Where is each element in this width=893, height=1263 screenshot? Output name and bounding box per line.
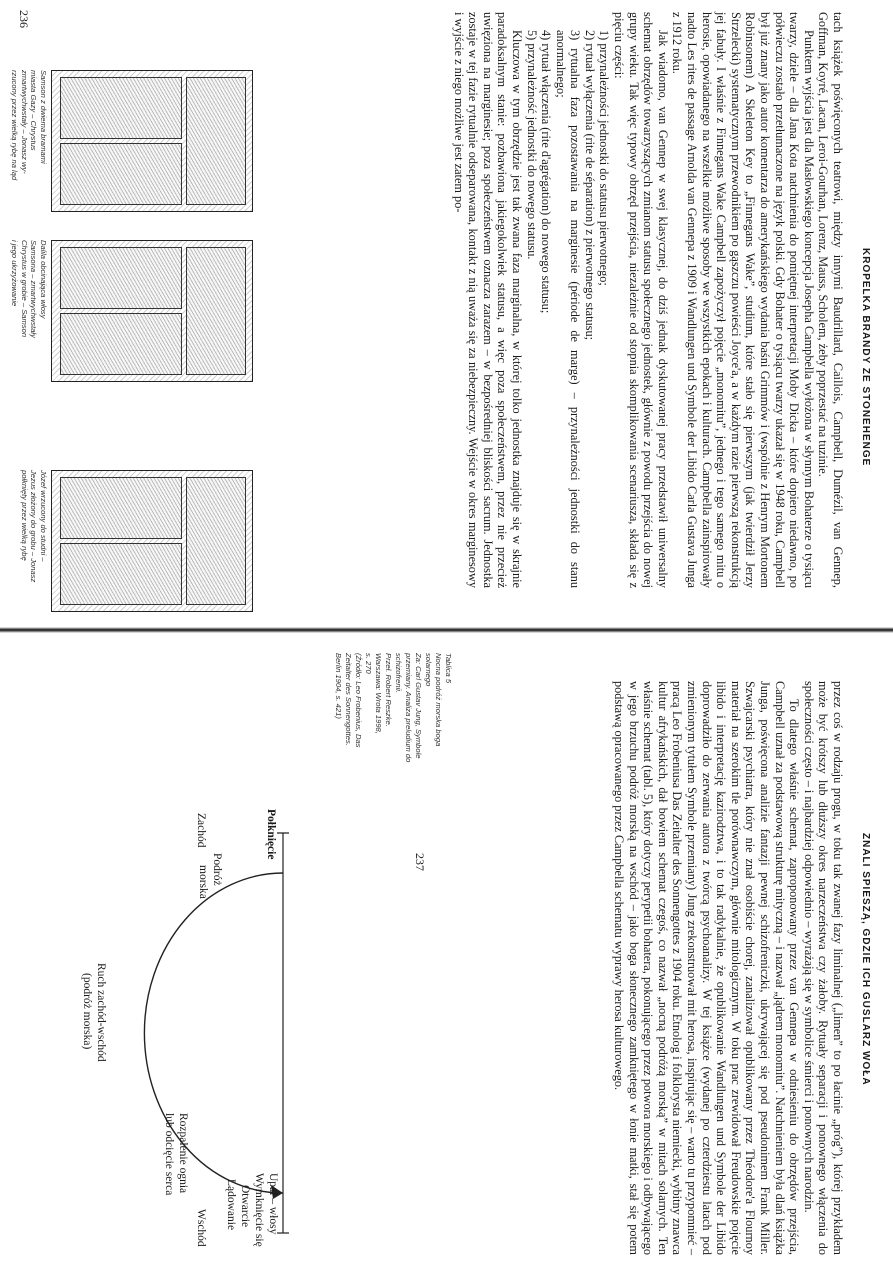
woodcut-panel <box>186 477 246 605</box>
caption-line: s. 270 <box>364 653 373 674</box>
caption-line: Chrystus w grobie – Samson <box>19 240 29 338</box>
label-movement-1: Ruch zachód-wschód <box>95 963 107 1062</box>
list-item: 3) rytualna faza pozostawania na marginesie (période de marge) – przynależności jednostki do stanu anormalnego; <box>553 30 583 588</box>
caption-line: Dalila obcinająca włosy <box>39 240 48 319</box>
figure-caption <box>10 240 48 390</box>
caption-line: rzucony przez wielką rybę na ląd <box>10 70 20 181</box>
label-sea-journey-1: Podróż <box>211 853 223 886</box>
caption-line: (Źródło: Leo Frobenius, Das <box>354 653 363 748</box>
caption-line: Przeł. Robert Reszke. <box>384 653 393 727</box>
caption-line: schizofrenii. <box>394 653 403 694</box>
woodcut-panel <box>186 77 246 205</box>
figure-caption <box>19 470 48 620</box>
label-fire-2: lub odcięcie serca <box>163 1113 175 1196</box>
paragraph: To dlatego właśnie schemat, zaproponowany przez van Gennepa w odniesieniu do obrzędów przejścia, Campbell uznał za podstawową strukturę mityczną – i nazwał „jądrem monomitu”. Natchnieniem była dlań książka Junga, poświęcona analizie fantazji pewnej schizofreniczki, ukrywającej się pod pseudonimem Frank Miller. Szwajcarski psychiatra, który nie znał osobiście chorej, zanalizował opublikowany przez Théodore'a Flournoy materiał na szerokim tle porównawczym, głównie mitologicznym. W toku prac zrewidował Freudowskie pojęcie libido i interpretację kazirodztwa, i to tak radykalnie, że opublikowanie Wandlungen und Symbole der Libido doprowadziło do zerwania autora z twórcą psychoanalizy. W tej książce (wydanej po czterdziestu latach pod zmienionym tytułem Symbole przemiany) Jung zrekonstruował mit herosa, inspirując się – warto tu przypomnieć – pracą Leo Frobeniusa Das Zeitalter des Sonnengottes z 1904 roku. Etnolog i folklorysta niemiecki, wybitny znawca kultur afrykańskich, dał bowiem schemat czegoś, co nazwał „nocną podróżą morską” w mitach solarnych. Ten właśnie schemat (tabl. 5), który dotyczy perypetii bohatera, pokonującego przez potwora morskiego i odbywającego w jego brzuchu podróż morską na wschód – jako boga słonecznego zamkniętego w łonie matki, stał się potem podstawą opracowanego przez Campbella schematu wyprawy herosa kulturowego. <box>612 681 802 1255</box>
caption-line: przemiany. Analiza preludium do <box>404 653 413 763</box>
list-item: 1) przynależności jednostki do statusu pierwotnego; <box>597 30 612 286</box>
label-landing: Lądowanie <box>225 1179 237 1231</box>
paragraph: Punktem wyjścia jest dla Masłowskiego koncepcja Josepha Campbella wyłożona w słynnym Bohaterze o tysiącu twarzy, dziele – dla Jana Kota natchnienia do pomiętnej interpretacji Moby Dicka – które dopiero niedawno, po półwieczu zostało przetłumaczone na język polski. Gdy Bohater o tysiącu twarzy ukazał się w 1948 roku, Campbell był już znany jako autor komentarza do amerykańskiego wydania baśni Grimmów i (wspólnie z Henrym Mortonem Robinsonem) A Skeleton Key to „Finnegans Wake”, studium, które stało się pierwszym (jak twierdził Jerzy Strzelecki) systematycznym przewodnikiem po gąszczu powieści Joyce'a, a w każdym razie pierwszą rekonstrukcją jej fabuły. I właśnie z Finnegans Wake Campbell zapożyczył pojęcie „monomitu”, jednego i tego samego mitu o herosie, opowiadanego na wszelkie możliwe sposoby we wszystkich epokach i kulturach. Campbella zainspirowały nadto Les rites de passage Arnolda van Gennepa z 1909 i Wandlungen und Symbole der Libido Carla Gustava Junga z 1912 roku. <box>670 12 816 588</box>
label-fire-1: Rozpalenie ognia <box>177 1113 189 1194</box>
label-sea-journey-2: morska <box>197 865 209 899</box>
label-opening: Otwarcie <box>239 1185 251 1228</box>
page-number-left: 236 <box>17 10 31 28</box>
woodcut-figure <box>51 470 253 612</box>
woodcut-panel <box>60 77 182 139</box>
caption-line: Samson z dwiema bramami <box>39 70 48 164</box>
caption-line: połknięty przez wielką rybę <box>19 470 29 561</box>
figure-caption <box>10 70 48 220</box>
caption-line: Tablica 5 <box>444 653 453 684</box>
label-heat: Upał – włosy <box>267 1173 279 1235</box>
table-caption <box>333 653 453 803</box>
caption-line: solarnego <box>424 653 433 687</box>
right-page <box>0 633 893 1263</box>
list-item: 2) rytuał wyłączenia (rite de séparation) z pierwotnego statusu; <box>582 30 597 341</box>
label-escape: Wymknięcie się <box>253 1173 265 1247</box>
woodcut-panel <box>60 543 182 605</box>
left-page <box>0 0 893 630</box>
woodcut-panel <box>60 143 182 205</box>
list-item: 4) rytuał włączenia (rite d'agrégation) do nowego statusu; <box>539 30 554 314</box>
list-item: 5) przynależność jednostki do nowego statusu. <box>524 30 539 260</box>
left-page-text <box>451 12 845 588</box>
paragraph: tach książek poświęconych teatrowi, między innymi Baudrillard, Caillois, Campbell, Dumézil, van Gennep, Goffman, Koyré, Lacan, Leroi-Gourhan, Lorenz, Mauss, Scholem, żeby poprzestać na tuzinie. <box>816 12 845 588</box>
woodcut-panel <box>186 247 246 375</box>
label-swallowing: Połknięcie <box>265 809 277 860</box>
woodcut-figure <box>51 70 253 212</box>
caption-line: Nocna podróż morska boga <box>434 653 443 747</box>
paragraph: Kluczowa w tym obrzędzie jest tak zwana faza marginalna, w której tolko jednostka znajduje się w skrajnie paradoksalnym stanie: pozbawiona jakiegokolwiek statusu, a więc poza społeczeństwem, przez nie przecież uwięziona na marginesie; poza społeczeństwem oznacza zarazem – w bezpośredniej bliskości sacrum. Jednostka zostaje w tej fazie rytualnie odseparowana, kontakt z nią uważa się za niebezpieczny. Wejście w okres marginesowy i wyjście z niego możliwe jest zatem po- <box>451 12 524 588</box>
caption-line: Józef wrzucony do studni – <box>39 470 48 562</box>
running-head-left: KROPELKA BRANDY ZE STONEHENGE <box>860 248 871 467</box>
right-page-text <box>612 681 846 1255</box>
caption-line: Za: Carl Gustav Jung, Symbole <box>414 653 423 759</box>
running-head-right: ZNALI SPIESZĄ, GDZIE ICH GUSLARZ WOŁA <box>860 833 871 1086</box>
label-movement-2: (podróż morska) <box>81 973 93 1050</box>
woodcut-panel <box>60 247 182 309</box>
woodcut-panel <box>60 477 182 539</box>
caption-line: zmartwychwstały – Jonasz wy- <box>19 70 29 174</box>
caption-line: Jezus złożony do grobu – Jonasz <box>29 470 39 583</box>
woodcut-figure <box>51 240 253 382</box>
caption-line: Berlin 1904, s. 421) <box>334 653 343 719</box>
page-number-right: 237 <box>413 853 427 871</box>
label-east: Wschód <box>195 1209 207 1247</box>
caption-line: miasta Gazy – Chrystus <box>29 70 39 151</box>
caption-line: Zeitalter des Sonnengottes. <box>344 653 353 746</box>
caption-line: i jego ukrzyżowanie <box>10 240 20 307</box>
paragraph: przez coś w rodzaju progu, w toku tak zwanej fazy liminalnej („limen” to po łacinie „próg”), której przykładem może być krótszy lub dłuższy okres narzeczeństwa czy żałoby. Rytuały separacji i ponownego włączenia do społeczności często – i najbardziej odpowiednio – wyrażają się w symbolice śmierci i ponownych narodzin. <box>801 681 845 1255</box>
caption-line: Warszawa: Wrota 1998, <box>374 653 383 734</box>
rites-list <box>524 12 612 588</box>
label-west: Zachód <box>195 813 207 848</box>
diagram-labels <box>23 809 293 1253</box>
caption-line: Samsona – zmartwychwstały <box>29 240 39 338</box>
paragraph: Jak wiadomo, van Gennep w swej klasycznej, do dziś jednak dyskutowanej pracy przedstawił uniwersalny schemat obrzędów towarzyszących zmianom statusu społecznego jednostek, głównie z powodu przejścia do nowej grupy wieku. Tak więc typowy obrzęd przejścia, niezależnie od stopnia skomplikowania scenariusza, składa się z pięciu części: <box>612 12 670 588</box>
woodcut-panel <box>60 313 182 375</box>
